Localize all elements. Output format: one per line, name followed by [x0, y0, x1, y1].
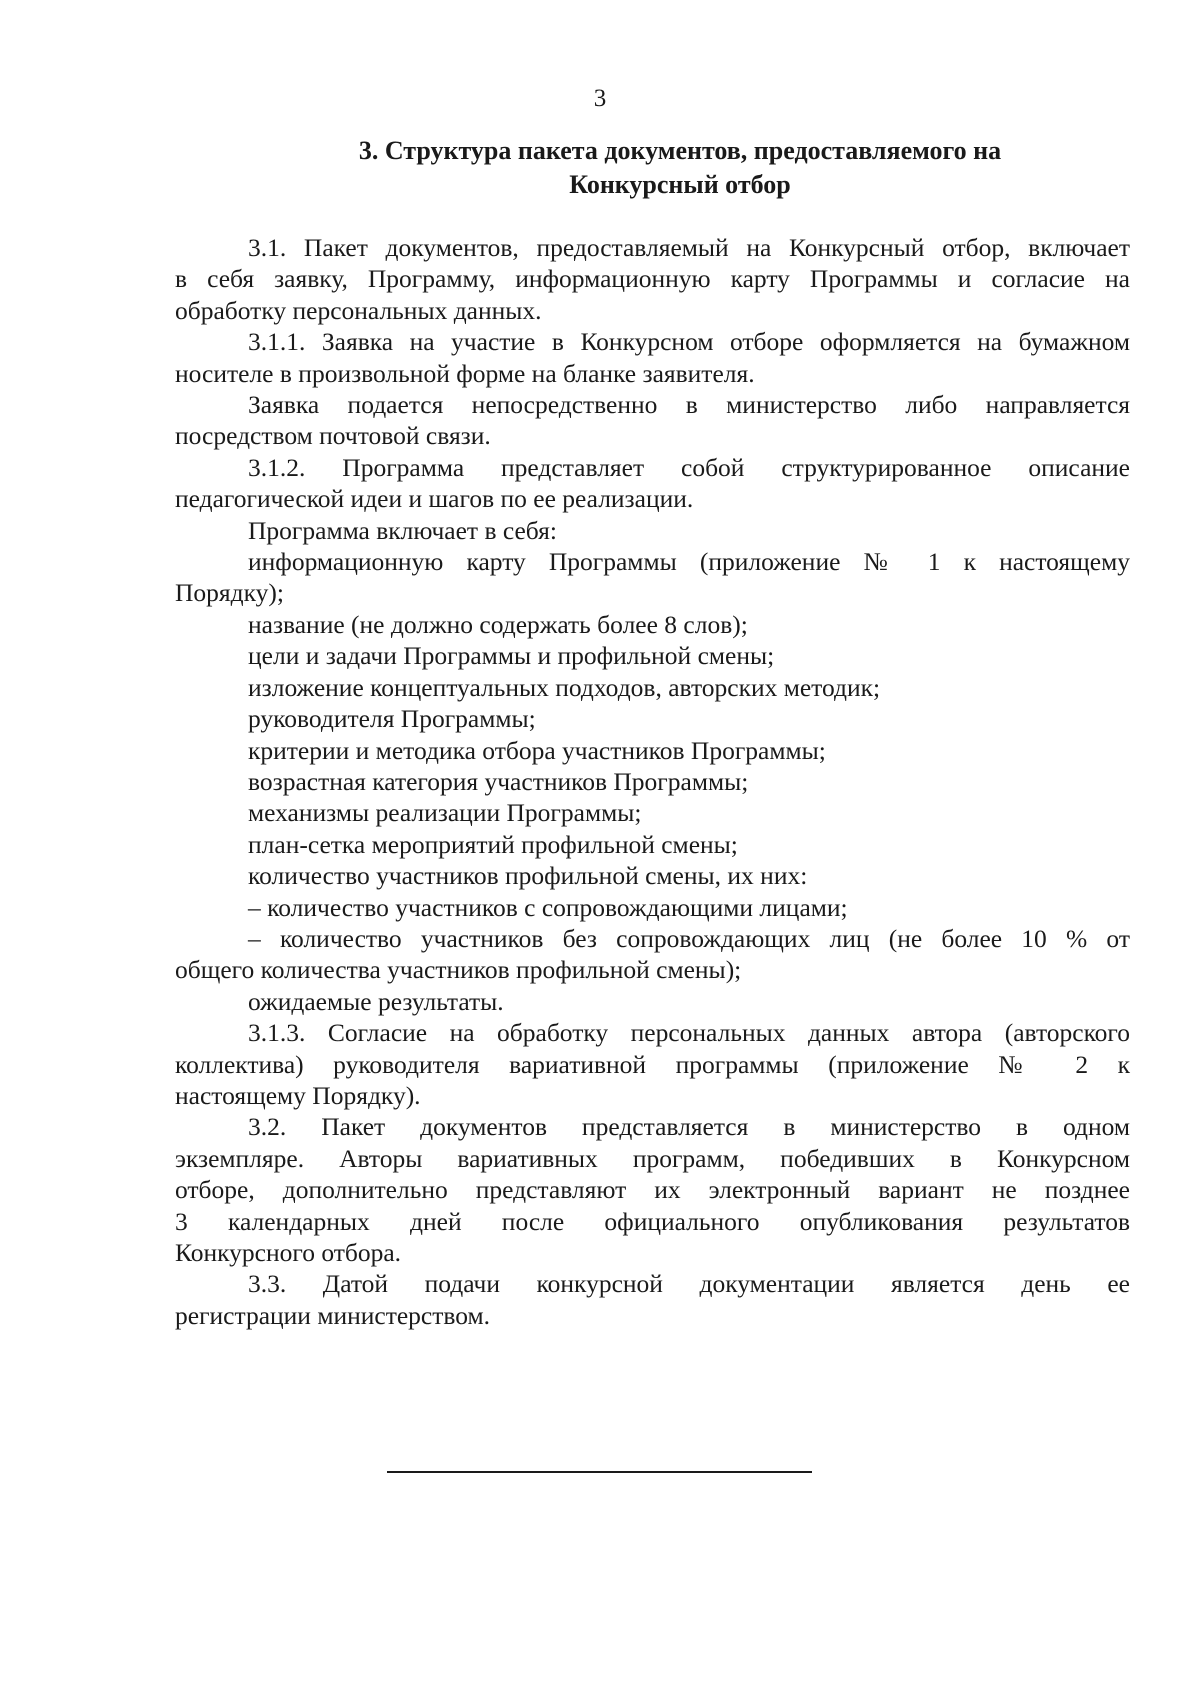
- paragraph-line: отборе, дополнительно представляют их электронный вариант не позднее: [175, 1175, 1130, 1205]
- paragraph-p-program-includes: [175, 515, 1130, 546]
- paragraph-p-3-1-3: [175, 1017, 1130, 1111]
- section-title-line-2: Конкурсный отбор: [569, 170, 791, 199]
- paragraph-line: педагогической идеи и шагов по ее реализации.: [175, 484, 694, 514]
- paragraph-line: Заявка подается непосредственно в министерство либо направляется: [248, 390, 1130, 420]
- paragraph-line: регистрации министерством.: [175, 1300, 491, 1330]
- paragraph-p-goals: [175, 640, 1130, 671]
- paragraph-line: посредством почтовой связи.: [175, 421, 491, 451]
- paragraph-line: носителе в произвольной форме на бланке заявителя.: [175, 358, 755, 388]
- paragraph-line: 3.2. Пакет документов представляется в министерство в одном: [248, 1112, 1130, 1142]
- paragraph-line: общего количества участников профильной смены);: [175, 955, 742, 985]
- paragraph-p-3-1-1: [175, 326, 1130, 389]
- paragraph-line: – количество участников без сопровождающих лиц (не более 10 % от: [248, 923, 1130, 953]
- paragraph-p-3-3: [175, 1268, 1130, 1331]
- paragraph-line: 3.3. Датой подачи конкурсной документации является день ее: [248, 1269, 1130, 1299]
- paragraph-p-age: [175, 766, 1130, 797]
- paragraph-line: изложение концептуальных подходов, авторских методик;: [248, 672, 881, 702]
- paragraph-line: возрастная категория участников Программы;: [248, 766, 749, 796]
- end-separator-line: [387, 1471, 812, 1473]
- paragraph-line: в себя заявку, Программу, информационную карту Программы и согласие на: [175, 264, 1130, 294]
- paragraph-line: экземпляре. Авторы вариативных программ, победивших в Конкурсном: [175, 1143, 1130, 1173]
- paragraph-line: настоящему Порядку).: [175, 1080, 421, 1110]
- paragraph-line: 3.1.3. Согласие на обработку персональных данных автора (авторского: [248, 1018, 1130, 1048]
- paragraph-line: Конкурсного отбора.: [175, 1238, 402, 1267]
- paragraph-p-concepts: [175, 672, 1130, 703]
- paragraph-line: 3 календарных дней после официального опубликования результатов: [175, 1206, 1130, 1236]
- section-title: [300, 134, 1060, 202]
- paragraph-line: коллектива) руководителя вариативной программы (приложение № 2 к: [175, 1049, 1130, 1079]
- paragraph-p-plan: [175, 829, 1130, 860]
- document-body: [175, 232, 1130, 1331]
- paragraph-p-mechanisms: [175, 797, 1130, 828]
- paragraph-p-results: [175, 986, 1130, 1017]
- paragraph-line: Порядку);: [175, 578, 284, 608]
- paragraph-line: количество участников профильной смены, их них:: [248, 861, 808, 891]
- paragraph-line: критерии и методика отбора участников Программы;: [248, 735, 826, 765]
- paragraph-line: 3.1.2. Программа представляет собой структурированное описание: [248, 452, 1130, 482]
- paragraph-line: – количество участников с сопровождающими лицами;: [248, 892, 848, 922]
- paragraph-line: ожидаемые результаты.: [248, 986, 504, 1016]
- paragraph-p-count-without: [175, 923, 1130, 986]
- paragraph-p-criteria: [175, 735, 1130, 766]
- paragraph-p-head: [175, 703, 1130, 734]
- paragraph-p-3-1-2: [175, 452, 1130, 515]
- paragraph-line: информационную карту Программы (приложение № 1 к настоящему: [248, 547, 1130, 577]
- paragraph-p-count: [175, 860, 1130, 891]
- paragraph-p-count-with: [175, 892, 1130, 923]
- paragraph-p-zayavka: [175, 389, 1130, 452]
- paragraph-line: обработку персональных данных.: [175, 295, 542, 325]
- paragraph-line: план-сетка мероприятий профильной смены;: [248, 829, 738, 859]
- paragraph-line: механизмы реализации Программы;: [248, 798, 642, 828]
- page-number: 3: [593, 85, 607, 112]
- paragraph-line: 3.1. Пакет документов, предоставляемый на Конкурсный отбор, включает: [248, 233, 1130, 262]
- paragraph-p-name: [175, 609, 1130, 640]
- paragraph-p-info-card: [175, 546, 1130, 609]
- paragraph-line: руководителя Программы;: [248, 704, 536, 734]
- paragraph-line: цели и задачи Программы и профильной смены;: [248, 641, 775, 671]
- paragraph-line: название (не должно содержать более 8 слов);: [248, 609, 748, 639]
- section-title-line-1: 3. Структура пакета документов, предоставляемого на: [358, 136, 1002, 165]
- paragraph-p-3-2: [175, 1111, 1130, 1268]
- paragraph-line: 3.1.1. Заявка на участие в Конкурсном отборе оформляется на бумажном: [248, 327, 1130, 357]
- paragraph-p-3-1: [175, 232, 1130, 326]
- paragraph-line: Программа включает в себя:: [248, 515, 557, 545]
